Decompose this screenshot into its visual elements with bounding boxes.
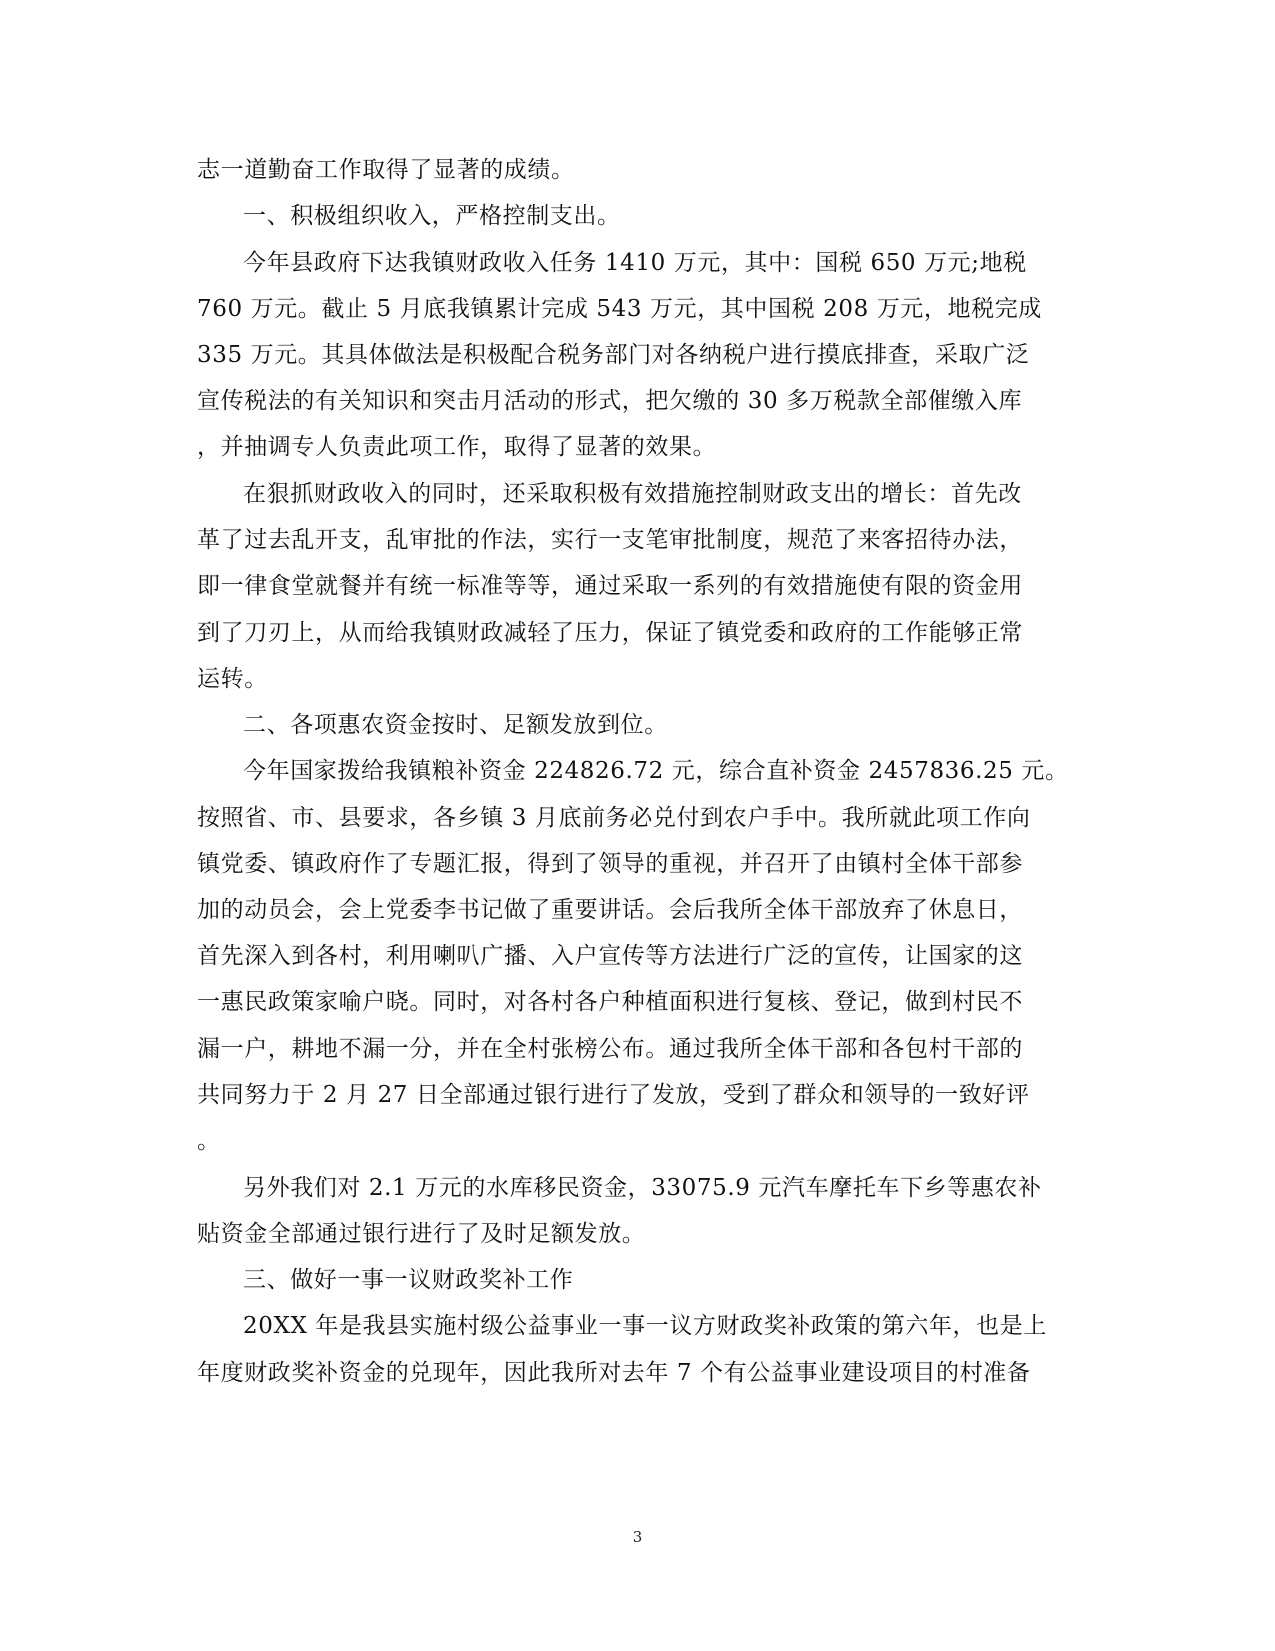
text-line: 镇党委、镇政府作了专题汇报，得到了领导的重视，并召开了由镇村全体干部参 <box>197 851 1023 877</box>
text-line: 贴资金全部通过银行进行了及时足额发放。 <box>197 1221 646 1247</box>
text-line: 运转。 <box>197 666 268 692</box>
text-line: 另外我们对 2.1 万元的水库移民资金，33075.9 元汽车摩托车下乡等惠农补 <box>243 1175 1042 1201</box>
text-line: 按照省、市、县要求，各乡镇 3 月底前务必兑付到农户手中。我所就此项工作向 <box>197 805 1031 831</box>
text-line: ，并抽调专人负责此项工作，取得了显著的效果。 <box>197 434 717 460</box>
text-line: 革了过去乱开支，乱审批的作法，实行一支笔审批制度，规范了来客招待办法， <box>197 527 1023 553</box>
text-line: 。 <box>197 1128 221 1154</box>
text-line: 一惠民政策家喻户晓。同时，对各村各户种植面积进行复核、登记，做到村民不 <box>197 989 1023 1015</box>
text-line: 335 万元。其具体做法是积极配合税务部门对各纳税户进行摸底排查，采取广泛 <box>197 342 1030 368</box>
text-line: 今年县政府下达我镇财政收入任务 1410 万元，其中：国税 650 万元;地税 <box>243 250 1027 276</box>
text-line: 漏一户，耕地不漏一分，并在全村张榜公布。通过我所全体干部和各包村干部的 <box>197 1036 1023 1062</box>
section-heading: 二、各项惠农资金按时、足额发放到位。 <box>243 712 668 738</box>
text-line: 首先深入到各村，利用喇叭广播、入户宣传等方法进行广泛的宣传，让国家的这 <box>197 943 1023 969</box>
section-heading: 三、做好一事一议财政奖补工作 <box>243 1267 574 1293</box>
text-line: 到了刀刃上，从而给我镇财政减轻了压力，保证了镇党委和政府的工作能够正常 <box>197 620 1023 646</box>
text-line: 即一律食堂就餐并有统一标准等等，通过采取一系列的有效措施使有限的资金用 <box>197 573 1023 599</box>
page-number: 3 <box>632 1528 643 1546</box>
text-line: 加的动员会，会上党委李书记做了重要讲话。会后我所全体干部放弃了休息日， <box>197 897 1023 923</box>
text-line: 年度财政奖补资金的兑现年，因此我所对去年 7 个有公益事业建设项目的村准备 <box>197 1360 1031 1386</box>
section-heading: 一、积极组织收入，严格控制支出。 <box>243 203 621 229</box>
text-line: 志一道勤奋工作取得了显著的成绩。 <box>197 157 575 183</box>
text-line: 760 万元。截止 5 月底我镇累计完成 543 万元，其中国税 208 万元，地税完成 <box>197 296 1042 322</box>
text-line: 今年国家拨给我镇粮补资金 224826.72 元，综合直补资金 2457836.25 元。 <box>243 758 1069 784</box>
text-line: 共同努力于 2 月 27 日全部通过银行进行了发放，受到了群众和领导的一致好评 <box>197 1082 1030 1108</box>
text-line: 宣传税法的有关知识和突击月活动的形式，把欠缴的 30 多万税款全部催缴入库 <box>197 388 1023 414</box>
text-line: 在狠抓财政收入的同时，还采取积极有效措施控制财政支出的增长：首先改 <box>243 481 1022 507</box>
text-line: 20XX 年是我县实施村级公益事业一事一议方财政奖补政策的第六年，也是上 <box>243 1313 1047 1339</box>
